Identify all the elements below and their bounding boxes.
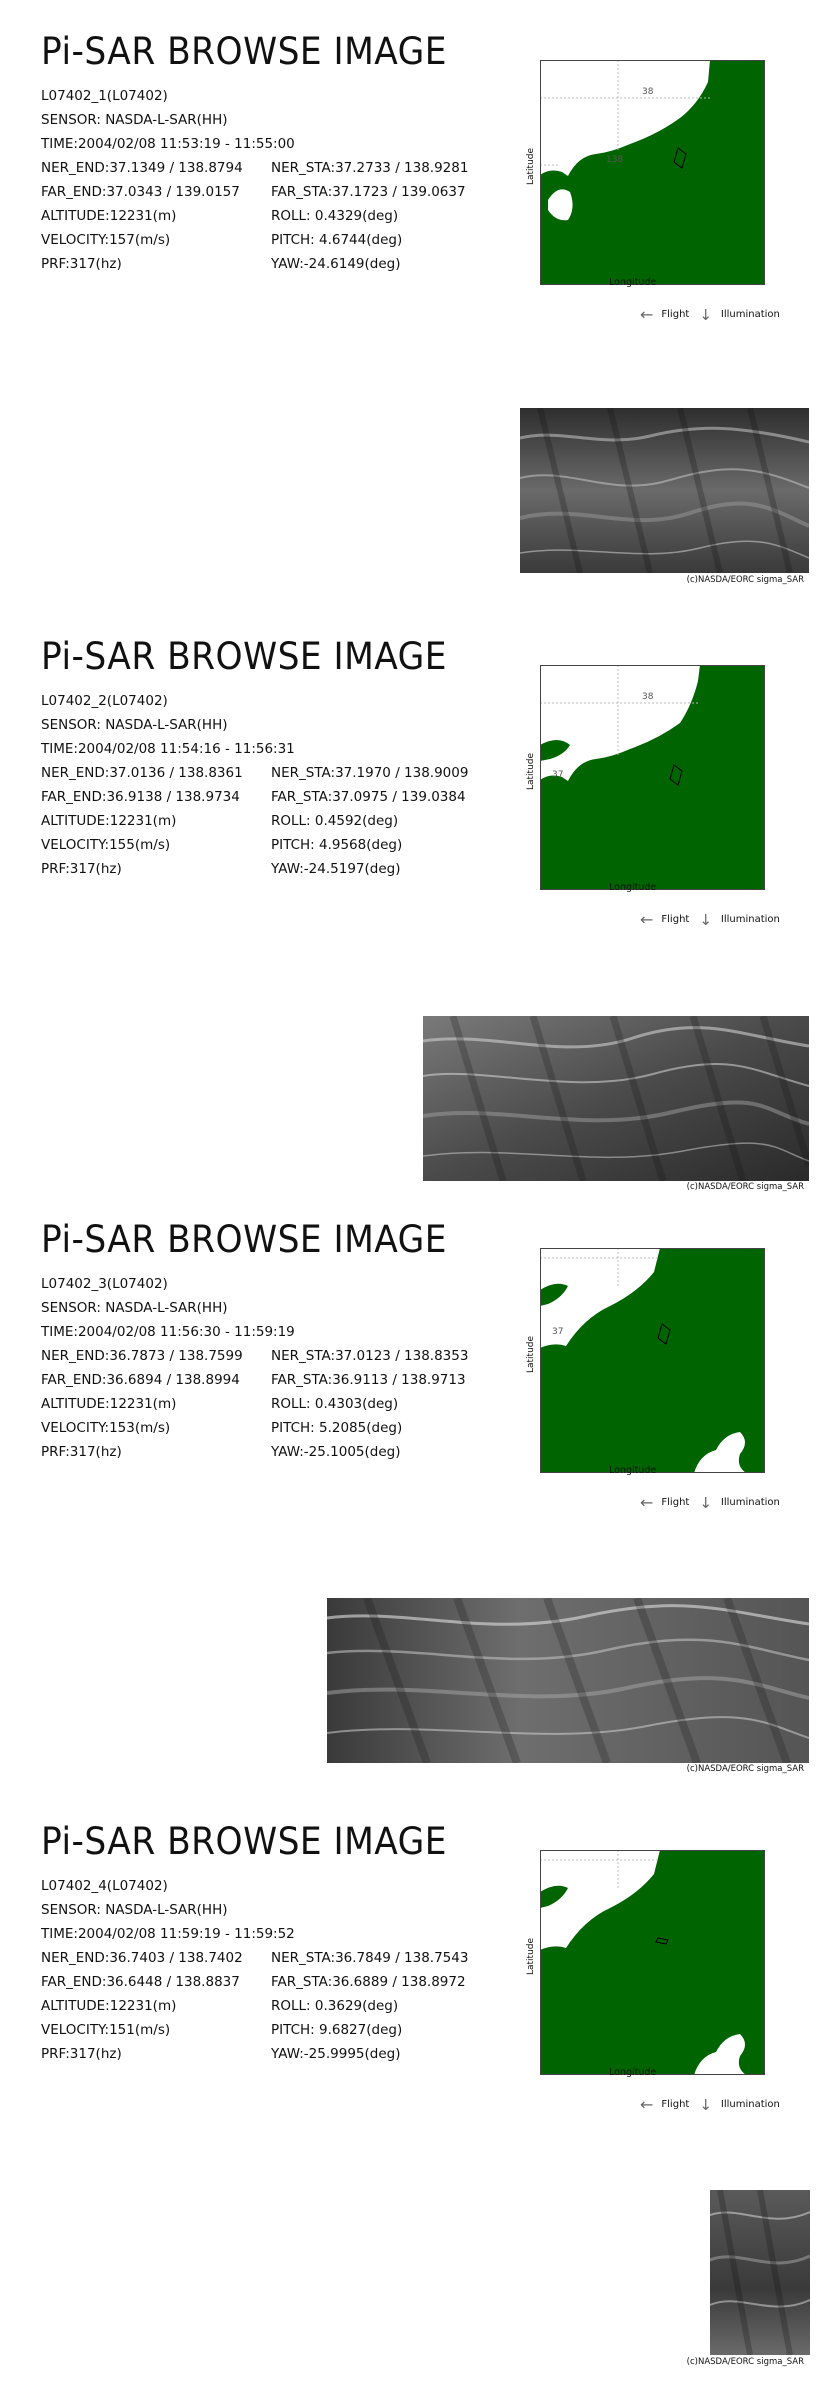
longitude-axis-label: Longitude [609,2067,657,2078]
page-title: Pi-SAR BROWSE IMAGE [41,1820,448,1863]
credit-text: (c)NASDA/EORC sigma_SAR [686,575,804,585]
flight-label: Flight [661,309,690,320]
yaw: YAW:-24.5197(deg) [271,861,401,877]
pitch: PITCH: 5.2085(deg) [271,1420,403,1436]
browse-block-3 [0,1188,822,1788]
yaw: YAW:-24.6149(deg) [271,256,401,272]
roll: ROLL: 0.4303(deg) [271,1396,399,1412]
credit-text: (c)NASDA/EORC sigma_SAR [686,2357,804,2367]
yaw: YAW:-25.1005(deg) [271,1444,401,1460]
sensor: SENSOR: NASDA-L-SAR(HH) [41,1300,228,1316]
sar-browse-image [710,2190,810,2355]
near-start: NER_STA:37.2733 / 138.9281 [271,160,469,176]
alt-tick-label: 37 [552,1327,564,1337]
flight-illumination-legend [640,2094,780,2114]
metadata-panel [41,1272,481,1464]
flight-arrow-icon: ← [640,304,654,324]
roll: ROLL: 0.4592(deg) [271,813,399,829]
location-map [540,665,765,910]
location-map [540,1850,765,2095]
pitch: PITCH: 4.6744(deg) [271,232,403,248]
altitude: ALTITUDE:12231(m) [41,1998,177,2014]
longitude-axis-label: Longitude [609,277,657,288]
location-map [540,1248,765,1493]
flight-label: Flight [661,2099,690,2110]
time-range: TIME:2004/02/08 11:56:30 - 11:59:19 [41,1324,295,1340]
far-end: FAR_END:37.0343 / 139.0157 [41,184,240,200]
page-title: Pi-SAR BROWSE IMAGE [41,635,448,678]
illumination-arrow-icon: ↓ [699,305,712,324]
far-start: FAR_STA:37.0975 / 139.0384 [271,789,466,805]
longitude-axis-label: Longitude [609,1465,657,1476]
illumination-arrow-icon: ↓ [699,2095,712,2114]
far-end: FAR_END:36.6448 / 138.8837 [41,1974,240,1990]
page-title: Pi-SAR BROWSE IMAGE [41,1218,448,1261]
browse-block-2 [0,605,822,1205]
prf: PRF:317(hz) [41,1444,122,1460]
sar-browse-image [327,1598,809,1763]
page-title: Pi-SAR BROWSE IMAGE [41,30,448,73]
scene-id: L07402_4(L07402) [41,1878,168,1894]
location-map [540,60,765,305]
prf: PRF:317(hz) [41,256,122,272]
illumination-label: Illumination [720,309,780,320]
far-start: FAR_STA:36.9113 / 138.9713 [271,1372,466,1388]
lon-tick-label: 138 [606,155,624,165]
time-range: TIME:2004/02/08 11:59:19 - 11:59:52 [41,1926,295,1942]
far-start: FAR_STA:36.6889 / 138.8972 [271,1974,466,1990]
roll: ROLL: 0.4329(deg) [271,208,399,224]
lat-tick-label: 38 [642,87,654,97]
time-range: TIME:2004/02/08 11:53:19 - 11:55:00 [41,136,295,152]
altitude: ALTITUDE:12231(m) [41,813,177,829]
browse-block-4 [0,1790,822,2390]
prf: PRF:317(hz) [41,2046,122,2062]
time-range: TIME:2004/02/08 11:54:16 - 11:56:31 [41,741,295,757]
altitude: ALTITUDE:12231(m) [41,1396,177,1412]
flight-illumination-legend [640,1492,780,1512]
near-end: NER_END:36.7403 / 138.7402 [41,1950,243,1966]
latitude-axis-label: Latitude [526,147,536,185]
credit-text: (c)NASDA/EORC sigma_SAR [686,1182,804,1192]
altitude: ALTITUDE:12231(m) [41,208,177,224]
flight-label: Flight [661,914,690,925]
sensor: SENSOR: NASDA-L-SAR(HH) [41,112,228,128]
illumination-arrow-icon: ↓ [699,1493,712,1512]
far-end: FAR_END:36.9138 / 138.9734 [41,789,240,805]
metadata-panel [41,1874,481,2066]
pitch: PITCH: 9.6827(deg) [271,2022,403,2038]
flight-arrow-icon: ← [640,1492,654,1512]
flight-illumination-legend [640,304,780,324]
prf: PRF:317(hz) [41,861,122,877]
illumination-label: Illumination [720,2099,780,2110]
scene-id: L07402_2(L07402) [41,693,168,709]
velocity: VELOCITY:153(m/s) [41,1420,171,1436]
far-start: FAR_STA:37.1723 / 139.0637 [271,184,466,200]
latitude-axis-label: Latitude [526,1335,536,1373]
sar-browse-image [423,1016,809,1181]
illumination-label: Illumination [720,914,780,925]
velocity: VELOCITY:157(m/s) [41,232,171,248]
alt-tick-label: 37 [552,770,564,780]
velocity: VELOCITY:155(m/s) [41,837,171,853]
metadata-panel [41,689,481,881]
illumination-label: Illumination [720,1497,780,1508]
near-start: NER_STA:37.0123 / 138.8353 [271,1348,469,1364]
near-start: NER_STA:36.7849 / 138.7543 [271,1950,469,1966]
far-end: FAR_END:36.6894 / 138.8994 [41,1372,240,1388]
browse-block-1 [0,0,822,600]
lat-tick-label: 38 [642,692,654,702]
scene-id: L07402_3(L07402) [41,1276,168,1292]
pitch: PITCH: 4.9568(deg) [271,837,403,853]
credit-text: (c)NASDA/EORC sigma_SAR [686,1764,804,1774]
flight-arrow-icon: ← [640,909,654,929]
flight-label: Flight [661,1497,690,1508]
scene-id: L07402_1(L07402) [41,88,168,104]
roll: ROLL: 0.3629(deg) [271,1998,399,2014]
flight-arrow-icon: ← [640,2094,654,2114]
latitude-axis-label: Latitude [526,752,536,790]
near-end: NER_END:37.1349 / 138.8794 [41,160,243,176]
sar-browse-image [520,408,809,573]
latitude-axis-label: Latitude [526,1937,536,1975]
sensor: SENSOR: NASDA-L-SAR(HH) [41,1902,228,1918]
near-end: NER_END:36.7873 / 138.7599 [41,1348,243,1364]
sensor: SENSOR: NASDA-L-SAR(HH) [41,717,228,733]
flight-illumination-legend [640,909,780,929]
illumination-arrow-icon: ↓ [699,910,712,929]
metadata-panel [41,84,481,276]
velocity: VELOCITY:151(m/s) [41,2022,171,2038]
yaw: YAW:-25.9995(deg) [271,2046,401,2062]
near-start: NER_STA:37.1970 / 138.9009 [271,765,469,781]
near-end: NER_END:37.0136 / 138.8361 [41,765,243,781]
longitude-axis-label: Longitude [609,882,657,893]
